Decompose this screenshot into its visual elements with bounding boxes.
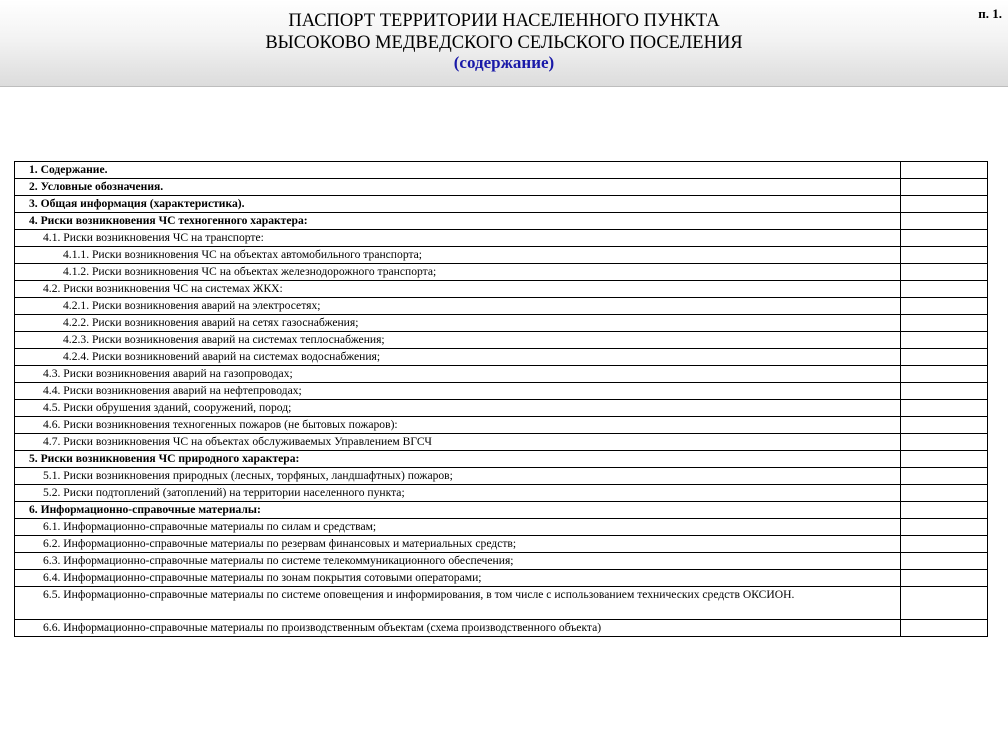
toc-entry-text: 1. Содержание.: [15, 162, 901, 179]
toc-row[interactable]: [15, 315, 988, 332]
toc-row[interactable]: [15, 349, 988, 366]
toc-entry-text: 6.6. Информационно-справочные материалы по производственным объектам (схема производственного объекта): [15, 620, 901, 637]
toc-page-cell: [901, 349, 988, 366]
toc-page-cell: [901, 230, 988, 247]
toc-page-cell: [901, 196, 988, 213]
toc-entry-text: 4.4. Риски возникновения аварий на нефтепроводах;: [15, 383, 901, 400]
toc-entry-text: 4.7. Риски возникновения ЧС на объектах обслуживаемых Управлением ВГСЧ: [15, 434, 901, 451]
toc-page-cell: [901, 400, 988, 417]
toc-row[interactable]: [15, 366, 988, 383]
toc-entry-text: 4.2.2. Риски возникновения аварий на сетях газоснабжения;: [15, 315, 901, 332]
toc-row[interactable]: [15, 179, 988, 196]
toc-row[interactable]: [15, 485, 988, 502]
toc-page-cell: [901, 247, 988, 264]
toc-page-cell: [901, 519, 988, 536]
toc-entry-text: 4.1. Риски возникновения ЧС на транспорте:: [15, 230, 901, 247]
toc-row[interactable]: [15, 536, 988, 553]
toc-row[interactable]: [15, 264, 988, 281]
toc-entry-text: 6.3. Информационно-справочные материалы по системе телекоммуникационного обеспечения;: [15, 553, 901, 570]
toc-page-cell: [901, 451, 988, 468]
toc-page-cell: [901, 502, 988, 519]
toc-page-cell: [901, 620, 988, 637]
toc-row[interactable]: [15, 434, 988, 451]
toc-page-cell: [901, 315, 988, 332]
toc-page-cell: [901, 264, 988, 281]
page-title-line-1: ПАСПОРТ ТЕРРИТОРИИ НАСЕЛЕННОГО ПУНКТА: [288, 11, 720, 31]
toc-page-cell: [901, 570, 988, 587]
toc-entry-text: 4. Риски возникновения ЧС техногенного характера:: [15, 213, 901, 230]
toc-entry-text: 2. Условные обозначения.: [15, 179, 901, 196]
toc-row[interactable]: [15, 247, 988, 264]
toc-entry-text: 4.1.2. Риски возникновения ЧС на объектах железнодорожного транспорта;: [15, 264, 901, 281]
toc-page-cell: [901, 332, 988, 349]
toc-entry-text: 4.2.1. Риски возникновения аварий на электросетях;: [15, 298, 901, 315]
toc-row[interactable]: [15, 553, 988, 570]
toc-entry-text: 5.2. Риски подтоплений (затоплений) на территории населенного пункта;: [15, 485, 901, 502]
toc-entry-text: 4.2.3. Риски возникновения аварий на системах теплоснабжения;: [15, 332, 901, 349]
toc-page-cell: [901, 281, 988, 298]
toc-row[interactable]: [15, 570, 988, 587]
toc-entry-text: 4.2.4. Риски возникновений аварий на системах водоснабжения;: [15, 349, 901, 366]
toc-page-cell: [901, 587, 988, 620]
toc-row[interactable]: [15, 230, 988, 247]
toc-entry-text: 6.5. Информационно-справочные материалы по системе оповещения и информирования, в том числе с использованием технических средств ОКСИОН.: [15, 587, 901, 620]
toc-entry-text: 4.5. Риски обрушения зданий, сооружений, пород;: [15, 400, 901, 417]
toc-row[interactable]: [15, 298, 988, 315]
toc-entry-text: 4.2. Риски возникновения ЧС на системах ЖКХ:: [15, 281, 901, 298]
toc-entry-text: 4.3. Риски возникновения аварий на газопроводах;: [15, 366, 901, 383]
page-subtitle: (содержание): [453, 53, 555, 72]
toc-row[interactable]: [15, 281, 988, 298]
toc-page-cell: [901, 468, 988, 485]
toc-entry-text: 3. Общая информация (характеристика).: [15, 196, 901, 213]
table-of-contents: [14, 161, 988, 637]
toc-entry-text: 6.4. Информационно-справочные материалы по зонам покрытия сотовыми операторами;: [15, 570, 901, 587]
toc-row[interactable]: [15, 587, 988, 620]
toc-entry-text: 5. Риски возникновения ЧС природного характера:: [15, 451, 901, 468]
toc-row[interactable]: [15, 400, 988, 417]
toc-page-cell: [901, 213, 988, 230]
toc-row[interactable]: [15, 196, 988, 213]
toc-page-cell: [901, 383, 988, 400]
toc-entry-text: 6. Информационно-справочные материалы:: [15, 502, 901, 519]
toc-page-cell: [901, 179, 988, 196]
toc-entry-text: 5.1. Риски возникновения природных (лесных, торфяных, ландшафтных) пожаров;: [15, 468, 901, 485]
toc-entry-text: 6.2. Информационно-справочные материалы по резервам финансовых и материальных средств;: [15, 536, 901, 553]
toc-row[interactable]: [15, 213, 988, 230]
toc-row[interactable]: [15, 620, 988, 637]
toc-page-cell: [901, 434, 988, 451]
toc-row[interactable]: [15, 519, 988, 536]
toc-row[interactable]: [15, 162, 988, 179]
toc-page-cell: [901, 553, 988, 570]
toc-entry-text: 4.6. Риски возникновения техногенных пожаров (не бытовых пожаров):: [15, 417, 901, 434]
toc-page-cell: [901, 162, 988, 179]
toc-entry-text: 6.1. Информационно-справочные материалы по силам и средствам;: [15, 519, 901, 536]
toc-row[interactable]: [15, 383, 988, 400]
toc-entry-text: 4.1.1. Риски возникновения ЧС на объектах автомобильного транспорта;: [15, 247, 901, 264]
toc-page-cell: [901, 536, 988, 553]
toc-page-cell: [901, 485, 988, 502]
toc-row[interactable]: [15, 332, 988, 349]
title-banner: [0, 0, 1008, 87]
toc-row[interactable]: [15, 451, 988, 468]
page-title-line-2: ВЫСОКОВО МЕДВЕДСКОГО СЕЛЬСКОГО ПОСЕЛЕНИЯ: [265, 33, 743, 53]
toc-row[interactable]: [15, 468, 988, 485]
toc-page-cell: [901, 298, 988, 315]
toc-row[interactable]: [15, 502, 988, 519]
toc-page-cell: [901, 366, 988, 383]
page-number: п. 1.: [978, 6, 1002, 21]
toc-row[interactable]: [15, 417, 988, 434]
toc-page-cell: [901, 417, 988, 434]
